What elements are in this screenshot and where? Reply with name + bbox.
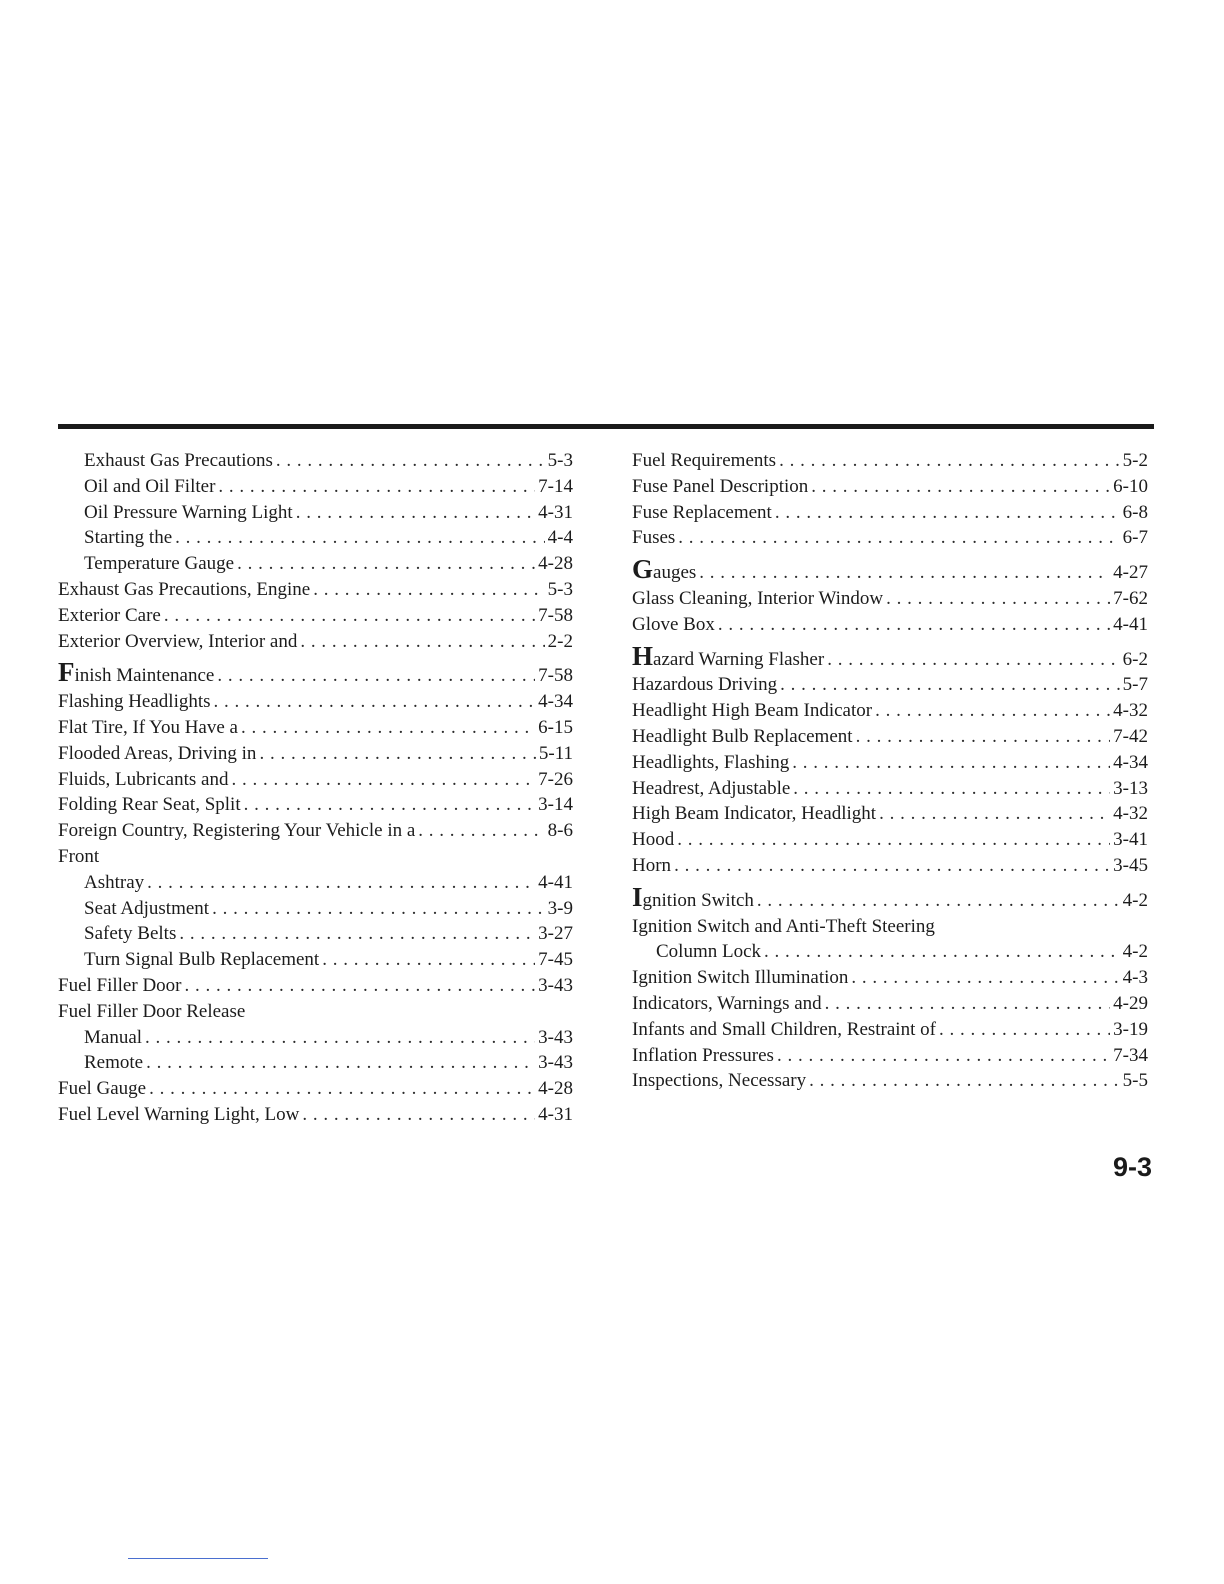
dot-leader (757, 888, 1120, 914)
entry-label (58, 741, 256, 767)
entry-label (58, 657, 215, 689)
dot-leader (147, 870, 535, 896)
entry-page-ref: 4-29 (1113, 992, 1148, 1014)
entry-text: Exhaust Gas Precautions, Engine (58, 578, 311, 600)
index-entry[interactable] (632, 586, 1148, 612)
index-column-right (632, 448, 1148, 1094)
index-entry[interactable] (632, 640, 1148, 673)
entry-page-ref: 7-26 (538, 768, 573, 790)
entry-text: Ignition Switch Illumination (632, 967, 849, 989)
page-number: 9-3 (1112, 1152, 1152, 1182)
index-entry[interactable] (632, 1043, 1148, 1069)
entry-label (632, 612, 715, 638)
index-entry[interactable] (58, 474, 573, 500)
entry-label (632, 500, 772, 526)
entry-label (84, 474, 215, 500)
entry-label (632, 586, 883, 612)
entry-page-ref: 6-2 (1122, 648, 1148, 670)
dot-leader (827, 647, 1119, 673)
dot-leader (217, 663, 535, 689)
entry-text: Fuse Panel Description (632, 475, 809, 497)
entry-page-ref: 4-3 (1122, 967, 1148, 989)
entry-page-ref: 5-5 (1122, 1070, 1148, 1092)
entry-page-ref: 4-27 (1113, 562, 1148, 584)
entry-label (632, 965, 848, 991)
index-entry[interactable] (632, 698, 1148, 724)
entry-text: Safety Belts (84, 923, 177, 945)
entry-text: inish Maintenance (74, 665, 215, 687)
entry-label (632, 801, 876, 827)
dot-leader (718, 612, 1110, 638)
entry-page-ref: 4-28 (538, 1078, 573, 1100)
entry-text: Headlight High Beam Indicator (632, 700, 873, 722)
entry-page-ref: 5-11 (538, 742, 573, 764)
index-entry[interactable] (632, 1017, 1148, 1043)
entry-page-ref: 2-2 (547, 630, 573, 652)
index-entry[interactable] (632, 554, 1148, 586)
entry-page-ref: 3-19 (1113, 1018, 1148, 1040)
dot-leader (244, 792, 536, 818)
entry-page-ref: 4-2 (1122, 941, 1148, 963)
entry-page-ref: 7-58 (538, 665, 573, 687)
entry-label (84, 525, 172, 551)
dot-leader (276, 448, 545, 474)
entry-page-ref: 3-13 (1113, 777, 1148, 799)
dot-leader (259, 741, 535, 767)
entry-text: Exterior Care (58, 604, 161, 626)
index-entry[interactable] (58, 870, 573, 896)
dot-leader (780, 672, 1120, 698)
entry-page-ref: 7-34 (1113, 1044, 1148, 1066)
entry-label (84, 896, 209, 922)
entry-label (656, 939, 761, 965)
dot-leader (674, 853, 1110, 879)
entry-page-ref: 4-41 (1113, 613, 1148, 635)
entry-page-ref: 3-45 (1113, 854, 1148, 876)
entry-page-ref: 4-4 (547, 527, 573, 549)
entry-text: High Beam Indicator, Headlight (632, 803, 877, 825)
entry-label (58, 689, 211, 715)
entry-text: Headlights, Flashing (632, 751, 790, 773)
dot-leader (811, 474, 1110, 500)
dot-leader (296, 500, 535, 526)
entry-text: Exhaust Gas Precautions (84, 450, 273, 471)
section-initial: I (632, 881, 643, 912)
index-entry[interactable] (58, 741, 573, 767)
index-entry[interactable] (632, 724, 1148, 750)
entry-text: Fuse Replacement (632, 501, 772, 523)
entry-label (632, 474, 808, 500)
entry-text: Flooded Areas, Driving in (58, 742, 257, 764)
entry-label (632, 698, 872, 724)
index-entry[interactable] (632, 500, 1148, 526)
entry-label (632, 1017, 936, 1043)
index-entry[interactable] (58, 577, 573, 603)
entry-page-ref: 5-7 (1122, 674, 1148, 696)
dot-leader (241, 715, 535, 741)
entry-label (632, 853, 671, 879)
dot-leader (699, 560, 1110, 586)
entry-page-ref: 7-42 (1113, 725, 1148, 747)
dot-leader (231, 767, 535, 793)
dot-leader (851, 965, 1119, 991)
index-entry[interactable] (58, 551, 573, 577)
entry-page-ref: 5-3 (547, 578, 573, 600)
entry-label (58, 629, 297, 655)
index-column-left (58, 448, 573, 1128)
dot-leader (313, 577, 544, 603)
entry-text: Fluids, Lubricants and (58, 768, 229, 790)
entry-text: Column Lock (656, 941, 762, 963)
index-entry[interactable] (632, 801, 1148, 827)
entry-text: Flat Tire, If You Have a (58, 716, 238, 738)
index-entry[interactable] (58, 715, 573, 741)
index-entry[interactable] (58, 792, 573, 818)
entry-label (632, 1068, 806, 1094)
entry-label (58, 577, 310, 603)
entry-label (632, 724, 853, 750)
entry-label (632, 827, 674, 853)
dot-leader (809, 1068, 1120, 1094)
entry-text: Starting the (84, 527, 173, 549)
index-entry[interactable] (58, 973, 573, 999)
entry-label (84, 500, 293, 526)
entry-label (632, 448, 776, 474)
entry-page-ref: 3-41 (1113, 829, 1148, 851)
entry-label (84, 551, 234, 577)
dot-leader (175, 525, 545, 551)
index-entry[interactable] (58, 1076, 573, 1102)
index-entry[interactable] (58, 657, 573, 689)
index-entry[interactable] (58, 947, 573, 973)
entry-text: Oil Pressure Warning Light (84, 501, 293, 523)
dot-leader (218, 474, 535, 500)
index-entry[interactable] (632, 525, 1148, 551)
dot-leader (764, 939, 1120, 965)
entry-page-ref: 6-10 (1113, 475, 1148, 497)
index-entry[interactable] (58, 921, 573, 947)
index-entry[interactable] (632, 827, 1148, 853)
entry-label (58, 1102, 299, 1128)
entry-label (84, 1025, 142, 1051)
entry-page-ref: 7-62 (1113, 587, 1148, 609)
dot-leader (825, 991, 1111, 1017)
dot-leader (212, 896, 545, 922)
entry-label (84, 921, 176, 947)
entry-text: Glove Box (632, 613, 715, 635)
entry-label (58, 715, 238, 741)
entry-page-ref: 5-2 (1122, 450, 1148, 471)
entry-label (632, 525, 675, 551)
section-initial: G (632, 554, 654, 585)
index-entry[interactable] (58, 896, 573, 922)
entry-text: auges (653, 562, 697, 584)
entry-text: Indicators, Warnings and (632, 992, 822, 1014)
dot-leader (939, 1017, 1110, 1043)
dot-leader (237, 551, 535, 577)
entry-label (632, 640, 825, 673)
dot-leader (185, 973, 536, 999)
entry-label (84, 870, 144, 896)
index-entry[interactable] (632, 474, 1148, 500)
entry-text: Temperature Gauge (84, 553, 235, 575)
entry-text: Ashtray (84, 871, 145, 893)
index-entry[interactable] (58, 1050, 573, 1076)
entry-text: Fuel Gauge (58, 1078, 147, 1100)
entry-page-ref: 6-7 (1122, 527, 1148, 549)
entry-label (632, 1043, 774, 1069)
dot-leader (856, 724, 1111, 750)
index-entry[interactable] (58, 500, 573, 526)
entry-text: Hood (632, 829, 675, 851)
entry-page-ref: 4-34 (1113, 751, 1148, 773)
section-initial: F (58, 657, 75, 688)
index-entry[interactable] (632, 939, 1148, 965)
entry-page-ref: 5-3 (547, 450, 573, 471)
entry-text: azard Warning Flasher (653, 648, 825, 670)
index-entry[interactable] (58, 1025, 573, 1051)
entry-text: Headrest, Adjustable (632, 777, 791, 799)
dot-leader (875, 698, 1110, 724)
entry-label (58, 603, 161, 629)
dot-leader (214, 689, 536, 715)
entry-text: Inflation Pressures (632, 1044, 774, 1066)
index-entry[interactable] (632, 853, 1148, 879)
index-entry[interactable] (632, 965, 1148, 991)
entry-page-ref: 6-8 (1122, 501, 1148, 523)
entry-page-ref: 4-41 (538, 871, 573, 893)
entry-text: Exterior Overview, Interior and (58, 630, 298, 652)
dot-leader (179, 921, 535, 947)
entry-label (84, 448, 273, 474)
entry-text: Fuel Requirements (632, 450, 777, 471)
dot-leader (779, 448, 1120, 474)
entry-text: Inspections, Necessary (632, 1070, 807, 1092)
entry-page-ref: 3-27 (538, 923, 573, 945)
entry-label (632, 750, 789, 776)
index-entry[interactable] (632, 991, 1148, 1017)
dot-leader (302, 1102, 535, 1128)
index-entry[interactable] (58, 525, 573, 551)
entry-page-ref: 4-31 (538, 1103, 573, 1125)
entry-page-ref: 7-58 (538, 604, 573, 626)
dot-leader (775, 500, 1120, 526)
index-entry[interactable] (632, 448, 1148, 474)
entry-text: Remote (84, 1052, 144, 1074)
entry-page-ref: 3-43 (538, 1052, 573, 1074)
dot-leader (300, 629, 544, 655)
entry-label (632, 776, 790, 802)
entry-page-ref: 6-15 (538, 716, 573, 738)
entry-text: Horn (632, 854, 672, 876)
dot-leader (793, 776, 1110, 802)
entry-text: Flashing Headlights (58, 691, 211, 713)
entry-text: Manual (84, 1026, 143, 1048)
index-heading: Front (58, 845, 100, 867)
entry-label (84, 1050, 143, 1076)
entry-page-ref: 4-28 (538, 553, 573, 575)
entry-text: Oil and Oil Filter (84, 475, 216, 497)
dot-leader (792, 750, 1110, 776)
entry-page-ref: 3-43 (538, 1026, 573, 1048)
index-entry[interactable] (632, 672, 1148, 698)
index-heading: Ignition Switch and Anti-Theft Steering (632, 915, 935, 937)
entry-text: Folding Rear Seat, Split (58, 794, 241, 816)
dot-leader (677, 827, 1110, 853)
entry-label (58, 973, 182, 999)
entry-page-ref: 4-32 (1113, 803, 1148, 825)
dot-leader (145, 1025, 535, 1051)
entry-page-ref: 4-34 (538, 691, 573, 713)
entry-label (632, 881, 754, 914)
entry-page-ref: 4-2 (1122, 889, 1148, 911)
index-entry[interactable] (58, 448, 573, 474)
dot-leader (678, 525, 1119, 551)
entry-text: Turn Signal Bulb Replacement (84, 949, 320, 971)
entry-text: Infants and Small Children, Restraint of (632, 1018, 936, 1040)
entry-label (58, 767, 228, 793)
index-entry[interactable] (632, 612, 1148, 638)
entry-label (58, 1076, 146, 1102)
entry-text: gnition Switch (642, 889, 754, 911)
top-rule (58, 424, 1154, 429)
entry-page-ref: 3-43 (538, 974, 573, 996)
dot-leader (149, 1076, 535, 1102)
dot-leader (164, 603, 535, 629)
link-underline (128, 1558, 268, 1559)
index-entry[interactable] (58, 767, 573, 793)
entry-label (84, 947, 319, 973)
section-initial: H (632, 640, 654, 671)
entry-text: Hazardous Driving (632, 674, 778, 696)
index-entry[interactable] (58, 818, 573, 844)
dot-leader (886, 586, 1110, 612)
index-entry[interactable] (58, 689, 573, 715)
dot-leader (777, 1043, 1110, 1069)
entry-page-ref: 3-9 (547, 897, 573, 919)
dot-leader (322, 947, 535, 973)
entry-text: Fuses (632, 527, 676, 549)
dot-leader (418, 818, 544, 844)
index-entry[interactable] (632, 750, 1148, 776)
entry-label (58, 818, 415, 844)
entry-label (632, 672, 777, 698)
entry-text: Seat Adjustment (84, 897, 210, 919)
entry-page-ref: 8-6 (547, 820, 573, 842)
index-entry[interactable] (632, 776, 1148, 802)
index-heading: Fuel Filler Door Release (58, 1000, 246, 1022)
entry-text: Glass Cleaning, Interior Window (632, 587, 884, 609)
entry-page-ref: 3-14 (538, 794, 573, 816)
entry-label (58, 792, 241, 818)
entry-label (632, 554, 697, 586)
entry-page-ref: 4-31 (538, 501, 573, 523)
dot-leader (879, 801, 1110, 827)
entry-label (632, 991, 822, 1017)
index-entry[interactable] (58, 629, 573, 655)
dot-leader (146, 1050, 535, 1076)
index-entry[interactable] (58, 603, 573, 629)
entry-page-ref: 4-32 (1113, 700, 1148, 722)
entry-page-ref: 7-14 (538, 475, 573, 497)
entry-page-ref: 7-45 (538, 949, 573, 971)
entry-text: Headlight Bulb Replacement (632, 725, 853, 747)
entry-text: Fuel Filler Door (58, 974, 182, 996)
index-entry[interactable] (632, 1068, 1148, 1094)
index-entry[interactable] (58, 1102, 573, 1128)
entry-text: Foreign Country, Registering Your Vehicle in a (58, 820, 416, 842)
index-entry[interactable] (632, 881, 1148, 914)
entry-text: Fuel Level Warning Light, Low (58, 1103, 300, 1125)
